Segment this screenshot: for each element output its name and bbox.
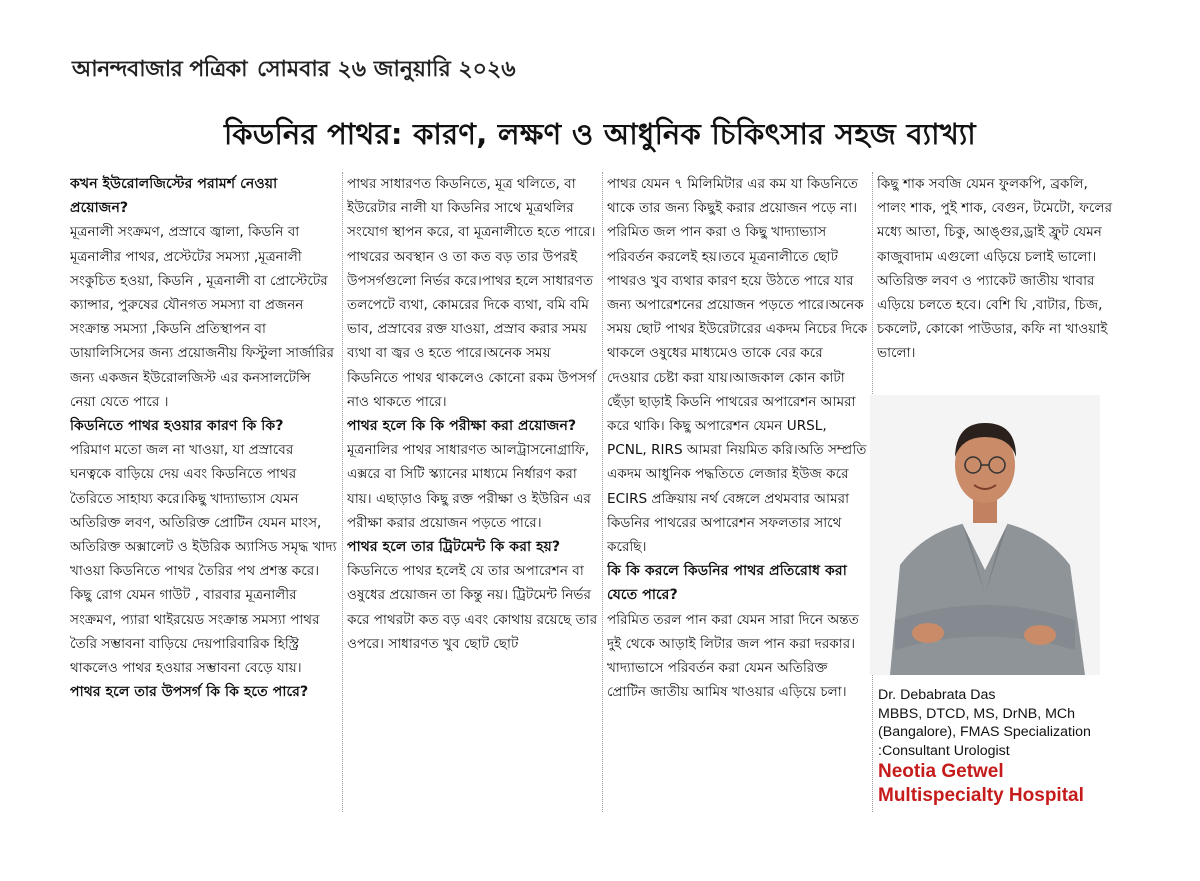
article-column-4	[877, 172, 1117, 392]
doctor-portrait	[870, 395, 1100, 675]
doctor-credentials	[878, 686, 1128, 760]
article-column-1	[70, 172, 338, 822]
article-headline: কিডনির পাথর: কারণ, লক্ষণ ও আধুনিক চিকিৎসার সহজ ব্যাখ্যা	[224, 117, 976, 151]
publication-date: সোমবার ২৬ জানুয়ারি ২০২৬	[257, 57, 516, 82]
paragraph: মূত্রনালির পাথর সাধারণত আলট্রাসনোগ্রাফি, এক্সরে বা সিটি স্ক্যানের মাধ্যমে নির্ধারণ করা যায়। এছাড়াও কিছু রক্ত পরীক্ষা ও ইউরিন এর পরীক্ষা করার প্রয়োজন পড়তে পারে।	[347, 442, 591, 531]
doctor-name: Dr. Debabrata Das	[878, 687, 996, 703]
paragraph: পরিমিত তরল পান করা যেমন সারা দিনে অন্তত দুই থেকে আড়াই লিটার জল পান করা দরকার।খাদ্যাভাসে পরিবর্তন করা যেমন অতিরিক্ত প্রোটিন জাতীয় আমিষ খাওয়ার এড়িয়ে চলা।	[607, 611, 859, 701]
masthead	[72, 52, 516, 89]
paragraph: পাথর সাধারণত কিডনিতে, মূত্র থলিতে, বা ইউরেটার নালী যা কিডনির সাথে মূত্রথলির সংযোগ স্থাপন করে, বা মূত্রনালীতে হতে পারে।পাথরের অবস্থান ও তা কত বড় তার উপরই উপসর্গগুলো নির্ভর করে।পাথর হলে সাধারণত তলপেটে ব্যথা, কোমরের দিকে ব্যথা, বমি বমি ভাব, প্রস্রাবের রক্ত যাওয়া, প্রস্রাব করার সময় ব্যথা বা জ্বর ও হতে পারে।অনেক সময় কিডনিতে পাথর থাকলেও কোনো রকম উপসর্গ নাও থাকতে পারে।	[347, 176, 596, 410]
section-heading: পাথর হলে তার ট্রিটমেন্ট কি করা হয়?	[347, 539, 561, 556]
newspaper-name: আনন্দবাজার পত্রিকা	[72, 56, 248, 82]
doctor-degrees-line-2: (Bangalore), FMAS Specialization	[878, 724, 1091, 741]
column-divider	[602, 172, 604, 812]
hospital-name-line-2: Multispecialty Hospital	[878, 785, 1084, 806]
hospital-name	[878, 760, 1084, 808]
section-heading: কিডনিতে পাথর হওয়ার কারণ কি কি?	[70, 418, 284, 435]
doctor-title: :Consultant Urologist	[878, 742, 1010, 759]
column-divider	[342, 172, 344, 812]
article-column-3	[607, 172, 869, 822]
doctor-degrees-line-1: MBBS, DTCD, MS, DrNB, MCh	[878, 705, 1076, 722]
section-heading: কি কি করলে কিডনির পাথর প্রতিরোধ করা যেতে পারে?	[607, 563, 847, 604]
paragraph: পাথর যেমন ৭ মিলিমিটার এর কম যা কিডনিতে থাকে তার জন্য কিছুই করার প্রয়োজন পড়ে না। পরিমিত জল পান করা ও কিছু খাদ্যাভ্যাস পরিবর্তন করলেই হয়।তবে মূত্রনালীতে ছোট পাথরও খুব ব্যথার কারণ হয়ে উঠতে পারে যার জন্য অপারেশনের প্রয়োজন পড়তে পারে।অনেক সময় ছোট পাথর ইউরেটারের একদম নিচের দিকে থাকলে ওষুধের মাধ্যমেও তাকে বের করে দেওয়ার চেষ্টা করা যায়।আজকাল কোন কাটা ছেঁড়া ছাড়াই কিডনি পাথরের অপারেশন আমরা করে থাকি। কিছু অপারেশন যেমন URSL, PCNL, RIRS আমরা নিয়মিত করি।অতি সম্প্রতি একদম আধুনিক পদ্ধতিতে লেজার ইউজ করে ECIRS প্রক্রিয়ায় নর্থ বেঙ্গলে প্রথমবার আমরা কিডনির পাথরের অপারেশন সফলতার সাথে করেছি।	[607, 176, 868, 556]
hospital-name-line-1: Neotia Getwel	[878, 761, 1004, 782]
article-column-2	[347, 172, 599, 822]
paragraph: পরিমাণ মতো জল না খাওয়া, যা প্রস্রাবের ঘনত্বকে বাড়িয়ে দেয় এবং কিডনিতে পাথর তৈরিতে সাহায্য করে।কিছু খাদ্যাভ্যাস যেমন অতিরিক্ত লবণ, অতিরিক্ত প্রোটিন যেমন মাংস, অতিরিক্ত অক্সালেট ও ইউরিক অ্যাসিড সমৃদ্ধ খাদ্য খাওয়া কিডনিতে পাথর তৈরির পথ প্রশস্ত করে।কিছু রোগ যেমন গাউট , বারবার মূত্রনালীর সংক্রমণ, প্যারা থাইরয়েড সংক্রান্ত সমস্যা পাথর তৈরি সম্ভাবনা বাড়িয়ে দেয়পারিবারিক হিস্ট্রি থাকলেও পাথর হওয়ার সম্ভাবনা বেড়ে যায়।	[70, 442, 337, 677]
paragraph: মূত্রনালী সংক্রমণ, প্রস্রাবে জ্বালা, কিডনি বা মূত্রনালীর পাথর, প্রস্টেটের সমস্যা ,মূত্রনালী সংকুচিত হওয়া, কিডনি , মূত্রনালী বা প্রোস্টেটের ক্যান্সার, পুরুষের যৌনগত সমস্যা বা প্রজনন সংক্রান্ত সমস্যা ,কিডনি প্রতিস্থাপন বা ডায়ালিসিসের জন্য প্রয়োজনীয় ফিস্টুলা সার্জারির জন্য একজন ইউরোলজিস্ট এর কনসালটেন্সি নেয়া যেতে পারে ।	[70, 224, 335, 410]
section-heading: কখন ইউরোলজিস্টের পরামর্শ নেওয়া প্রয়োজন?	[70, 176, 278, 217]
paragraph: কিছু শাক সবজি যেমন ফুলকপি, ব্রকলি, পালং শাক, পুই শাক, বেগুন, টমেটো, ফলের মধ্যে আতা, চিকু, আঙ্গুর,ড্রাই ফ্রুট যেমন কাজুবাদাম এগুলো এড়িয়ে চলাই ভালো। অতিরিক্ত লবণ ও প্যাকেট জাতীয় খাবার এড়িয়ে চলতে হবে। বেশি ঘি ,বাটার, চিজ, চকলেট, কোকো পাউডার, কফি না খাওয়াই ভালো।	[877, 176, 1113, 362]
section-heading: পাথর হলে কি কি পরীক্ষা করা প্রয়োজন?	[347, 418, 577, 435]
doctor-portrait-illustration	[870, 395, 1100, 675]
section-heading: পাথর হলে তার উপসর্গ কি কি হতে পারে?	[70, 684, 309, 701]
paragraph: কিডনিতে পাথর হলেই যে তার অপারেশন বা ওষুধের প্রয়োজন তা কিন্তু নয়। ট্রিটমেন্ট নির্ভর করে পাথরটা কত বড় এবং কোথায় রয়েছে তার ওপরে। সাধারণত খুব ছোট ছোট	[347, 563, 598, 652]
